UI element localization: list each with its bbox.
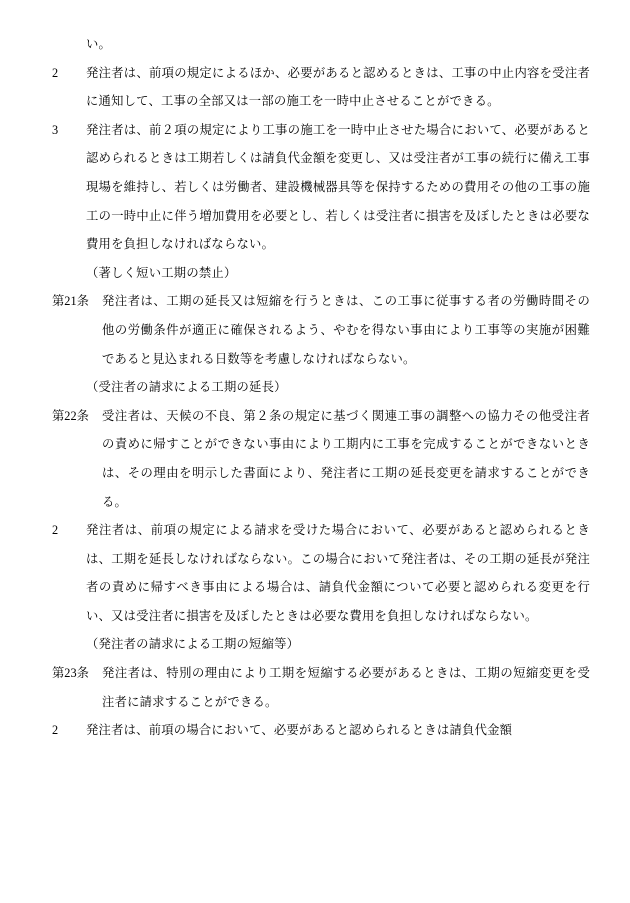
paragraph-text: 発注者は、前２項の規定により工事の施工を一時中止させた場合において、必要があると認められるときは工期若しくは請負代金額を変更し、又は受注者が工事の続行に備え工事現場を維持し、若しくは労働者、建設機械器具等を保持するための費用その他の工事の施工の一時中止に伴う増加費用を必要とし、若しくは受注者に損害を及ぼしたときは必要な費用を負担しなければならない。 — [86, 122, 590, 252]
document-body — [52, 30, 590, 745]
paragraph-item-2 — [52, 716, 590, 745]
paragraph-item-3 — [52, 116, 590, 259]
paragraph-item-2 — [52, 516, 590, 630]
article-label: 第21条 — [52, 294, 89, 309]
paragraph-text: 発注者は、前項の規定によるほか、必要があると認めるときは、工事の中止内容を受注者に通知して、工事の全部又は一部の施工を一時中止させることができる。 — [86, 65, 590, 109]
article-label: 第22条 — [52, 408, 89, 423]
article-text: 受注者は、天候の不良、第２条の規定に基づく関連工事の調整への協力その他受注者の責めに帰すことができない事由により工期内に工事を完成することができないときは、その理由を明示した書面により、発注者に工期の延長変更を請求することができる。 — [102, 408, 590, 509]
article-label: 第23条 — [52, 666, 89, 681]
item-number: 3 — [52, 122, 59, 137]
article-text: 発注者は、特別の理由により工期を短縮する必要があるときは、工期の短縮変更を受注者に請求することができる。 — [102, 666, 590, 709]
paragraph-continuation — [86, 30, 590, 59]
section-caption — [86, 373, 590, 402]
item-number: 2 — [52, 65, 59, 80]
article-21 — [52, 287, 590, 373]
section-caption-text: （発注者の請求による工期の短縮等） — [86, 637, 300, 652]
section-caption-text: （著しく短い工期の禁止） — [86, 265, 237, 280]
section-caption — [86, 259, 590, 288]
section-caption-text: （受注者の請求による工期の延長） — [86, 380, 287, 395]
paragraph-text: 発注者は、前項の場合において、必要があると認められるときは請負代金額 — [86, 723, 513, 738]
paragraph-text: 発注者は、前項の規定による請求を受けた場合において、必要があると認められるときは、工期を延長しなければならない。この場合において発注者は、その工期の延長が発注者の責めに帰すべき事由による場合は、請負代金額について必要と認められる変更を行い、又は受注者に損害を及ぼしたときは必要な費用を負担しなければならない。 — [86, 523, 590, 623]
item-number: 2 — [52, 523, 59, 538]
section-caption — [86, 630, 590, 659]
article-23 — [52, 659, 590, 716]
paragraph-item-2 — [52, 59, 590, 116]
paragraph-text: い。 — [86, 37, 112, 51]
article-22 — [52, 402, 590, 516]
article-text: 発注者は、工期の延長又は短縮を行うときは、この工事に従事する者の労働時間その他の労働条件が適正に確保されるよう、やむを得ない事由により工事等の実施が困難であると見込まれる日数等を考慮しなければならない。 — [102, 294, 590, 366]
item-number: 2 — [52, 723, 59, 738]
